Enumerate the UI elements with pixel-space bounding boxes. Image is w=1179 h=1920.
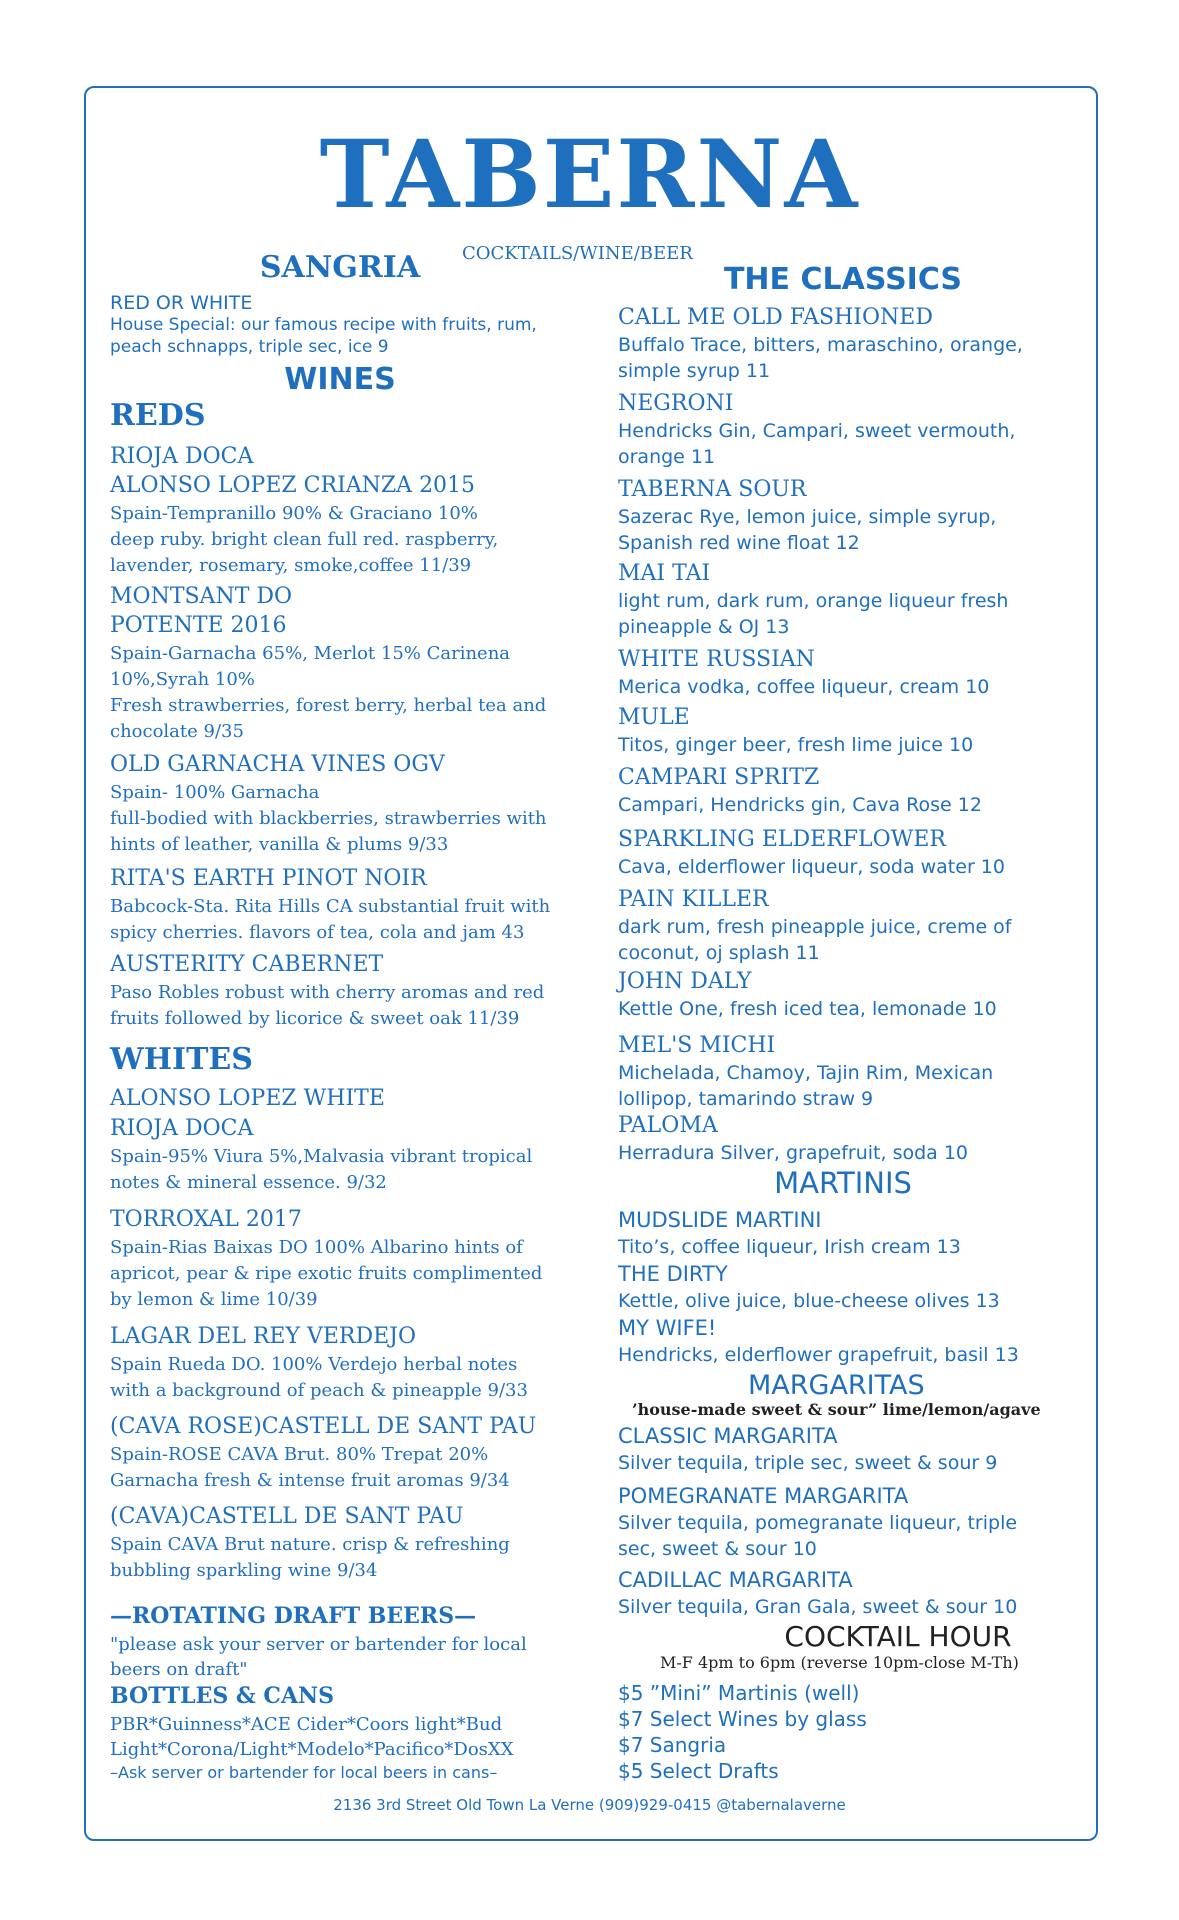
bottles-cans-heading: BOTTLES & CANS	[110, 1683, 335, 1709]
wine-name: RIOJA DOCA	[110, 444, 254, 469]
cocktail-desc: Sazerac Rye, lemon juice, simple syrup,	[618, 506, 997, 528]
martini-name: MUDSLIDE MARTINI	[618, 1208, 822, 1232]
reds-heading: REDS	[110, 398, 206, 433]
wine-desc: bubbling sparkling wine 9/34	[110, 1560, 378, 1581]
cocktail-name: PAIN KILLER	[618, 887, 769, 912]
wine-name: OLD GARNACHA VINES OGV	[110, 752, 445, 777]
cocktail-hour-heading: COCKTAIL HOUR	[784, 1620, 1012, 1653]
wine-desc: Fresh strawberries, forest berry, herbal tea and	[110, 695, 547, 716]
wine-desc: by lemon & lime 10/39	[110, 1289, 318, 1310]
wine-desc: Spain-Garnacha 65%, Merlot 15% Carinena	[110, 643, 511, 664]
margaritas-note: ’house-made sweet & sour” lime/lemon/agave	[632, 1400, 1041, 1419]
happy-hour-item: $5 Select Drafts	[618, 1759, 779, 1783]
cocktail-desc: Michelada, Chamoy, Tajin Rim, Mexican	[618, 1062, 994, 1084]
footer-address: 2136 3rd Street Old Town La Verne (909)929-0415 @tabernalaverne	[333, 1796, 846, 1814]
martini-desc: Kettle, olive juice, blue-cheese olives 13	[618, 1290, 1000, 1312]
cocktail-name: CALL ME OLD FASHIONED	[618, 305, 933, 330]
cocktail-name: WHITE RUSSIAN	[618, 647, 815, 672]
margarita-name: POMEGRANATE MARGARITA	[618, 1484, 909, 1508]
cocktail-desc: Merica vodka, coffee liqueur, cream 10	[618, 676, 990, 698]
wine-desc: Spain-95% Viura 5%,Malvasia vibrant tropical	[110, 1146, 533, 1167]
cocktail-desc: orange 11	[618, 446, 716, 468]
martini-name: THE DIRTY	[618, 1262, 728, 1286]
cocktail-desc: lollipop, tamarindo straw 9	[618, 1088, 874, 1110]
cocktail-desc: dark rum, fresh pineapple juice, creme of	[618, 916, 1012, 938]
cocktail-desc: pineapple & OJ 13	[618, 616, 790, 638]
draft-beers-desc: beers on draft"	[110, 1659, 248, 1680]
wine-name: MONTSANT DO	[110, 584, 293, 609]
margarita-desc: Silver tequila, triple sec, sweet & sour 9	[618, 1452, 998, 1474]
wine-desc: Spain-Tempranillo 90% & Graciano 10%	[110, 503, 478, 524]
martini-name: MY WIFE!	[618, 1316, 717, 1340]
wine-name: TORROXAL 2017	[110, 1207, 302, 1232]
draft-beers-desc: "please ask your server or bartender for local	[110, 1634, 527, 1655]
bottles-list: Light*Corona/Light*Modelo*Pacifico*DosXX	[110, 1739, 514, 1760]
cocktail-name: CAMPARI SPRITZ	[618, 765, 820, 790]
cocktail-desc: coconut, oj splash 11	[618, 942, 820, 964]
wine-name: (CAVA)CASTELL DE SANT PAU	[110, 1504, 464, 1529]
wine-desc: deep ruby. bright clean full red. raspberry,	[110, 529, 499, 550]
happy-hour-item: $5 ”Mini” Martinis (well)	[618, 1681, 860, 1705]
wine-desc: spicy cherries. flavors of tea, cola and jam 43	[110, 922, 525, 943]
wine-desc: Spain-Rias Baixas DO 100% Albarino hints of	[110, 1237, 523, 1258]
margarita-desc: Silver tequila, Gran Gala, sweet & sour 10	[618, 1596, 1018, 1618]
classics-heading: THE CLASSICS	[723, 262, 963, 297]
whites-heading: WHITES	[110, 1042, 253, 1077]
wine-name: RIOJA DOCA	[110, 1116, 254, 1141]
cocktail-desc: simple syrup 11	[618, 360, 771, 382]
wine-name: POTENTE 2016	[110, 613, 287, 638]
sangria-name: RED OR WHITE	[110, 292, 253, 314]
wine-desc: full-bodied with blackberries, strawberries with	[110, 808, 547, 829]
margaritas-heading: MARGARITAS	[748, 1370, 925, 1401]
wine-desc: hints of leather, vanilla & plums 9/33	[110, 834, 449, 855]
margarita-name: CLASSIC MARGARITA	[618, 1424, 838, 1448]
wine-desc: Babcock-Sta. Rita Hills CA substantial fruit with	[110, 896, 551, 917]
bottles-list: PBR*Guinness*ACE Cider*Coors light*Bud	[110, 1714, 503, 1735]
wine-desc: Spain Rueda DO. 100% Verdejo herbal notes	[110, 1354, 518, 1375]
margarita-name: CADILLAC MARGARITA	[618, 1568, 853, 1592]
wine-desc: fruits followed by licorice & sweet oak 11/39	[110, 1008, 520, 1029]
wine-desc: with a background of peach & pineapple 9/33	[110, 1380, 528, 1401]
cocktail-name: MAI TAI	[618, 561, 711, 586]
martini-desc: Hendricks, elderflower grapefruit, basil 13	[618, 1344, 1019, 1366]
wine-name: AUSTERITY CABERNET	[110, 952, 384, 977]
cocktail-desc: Spanish red wine float 12	[618, 532, 860, 554]
wine-name: ALONSO LOPEZ CRIANZA 2015	[110, 473, 476, 498]
cocktail-name: PALOMA	[618, 1113, 718, 1138]
wine-name: LAGAR DEL REY VERDEJO	[110, 1324, 417, 1349]
wine-name: RITA'S EARTH PINOT NOIR	[110, 866, 427, 891]
page-title: TABERNA	[319, 120, 860, 230]
cocktail-desc: Hendricks Gin, Campari, sweet vermouth,	[618, 420, 1016, 442]
wine-desc: apricot, pear & ripe exotic fruits complimented	[110, 1263, 543, 1284]
wine-desc: Paso Robles robust with cherry aromas and red	[110, 982, 545, 1003]
sangria-desc-2: peach schnapps, triple sec, ice 9	[110, 337, 389, 357]
wine-desc: lavender, rosemary, smoke,coffee 11/39	[110, 555, 472, 576]
cocktail-name: MULE	[618, 705, 690, 730]
martinis-heading: MARTINIS	[774, 1166, 912, 1200]
cans-note: –Ask server or bartender for local beers in cans–	[110, 1763, 498, 1782]
wine-name: ALONSO LOPEZ WHITE	[110, 1086, 385, 1111]
wine-desc: 10%,Syrah 10%	[110, 669, 255, 690]
wine-name: (CAVA ROSE)CASTELL DE SANT PAU	[110, 1414, 537, 1439]
martini-desc: Tito’s, coffee liqueur, Irish cream 13	[618, 1236, 961, 1258]
page-subtitle: COCKTAILS/WINE/BEER	[462, 243, 693, 264]
wine-desc: notes & mineral essence. 9/32	[110, 1172, 387, 1193]
cocktail-name: SPARKLING ELDERFLOWER	[618, 827, 946, 852]
cocktail-desc: Herradura Silver, grapefruit, soda 10	[618, 1142, 969, 1164]
sangria-heading: SANGRIA	[259, 250, 421, 285]
wine-desc: chocolate 9/35	[110, 721, 244, 742]
sangria-desc-1: House Special: our famous recipe with fruits, rum,	[110, 315, 537, 335]
cocktail-desc: Kettle One, fresh iced tea, lemonade 10	[618, 998, 997, 1020]
wine-desc: Garnacha fresh & intense fruit aromas 9/34	[110, 1470, 510, 1491]
cocktail-name: MEL'S MICHI	[618, 1033, 776, 1058]
draft-beers-heading: —ROTATING DRAFT BEERS—	[110, 1603, 477, 1629]
cocktail-name: TABERNA SOUR	[618, 477, 807, 502]
happy-hour-item: $7 Select Wines by glass	[618, 1707, 867, 1731]
margarita-desc: Silver tequila, pomegranate liqueur, triple	[618, 1512, 1018, 1534]
wine-desc: Spain CAVA Brut nature. crisp & refreshing	[110, 1534, 510, 1555]
margarita-desc: sec, sweet & sour 10	[618, 1538, 817, 1560]
cocktail-desc: Titos, ginger beer, fresh lime juice 10	[618, 734, 974, 756]
cocktail-name: JOHN DALY	[618, 969, 752, 994]
cocktail-desc: light rum, dark rum, orange liqueur fresh	[618, 590, 1009, 612]
happy-hour-item: $7 Sangria	[618, 1733, 727, 1757]
wine-desc: Spain- 100% Garnacha	[110, 782, 320, 803]
cocktail-desc: Buffalo Trace, bitters, maraschino, orange,	[618, 334, 1023, 356]
cocktail-hour-time: M-F 4pm to 6pm (reverse 10pm-close M-Th)	[660, 1653, 1019, 1672]
cocktail-desc: Campari, Hendricks gin, Cava Rose 12	[618, 794, 982, 816]
wine-desc: Spain-ROSE CAVA Brut. 80% Trepat 20%	[110, 1444, 489, 1465]
cocktail-desc: Cava, elderflower liqueur, soda water 10	[618, 856, 1005, 878]
wines-heading: WINES	[284, 362, 396, 397]
cocktail-name: NEGRONI	[618, 391, 734, 416]
